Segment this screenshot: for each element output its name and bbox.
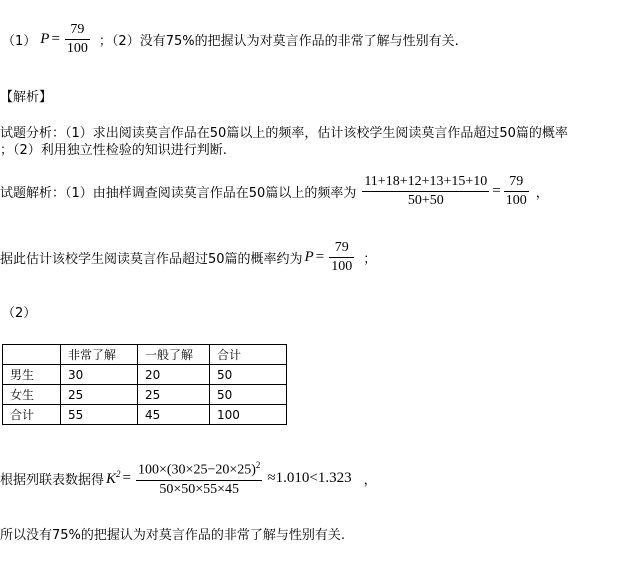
- k2-numerator: [136, 460, 262, 481]
- conclusion-line: 所以没有75%的把握认为对莫言作品的非常了解与性别有关.: [0, 528, 346, 543]
- frequency-result-fraction: [504, 174, 529, 209]
- k2-prefix: 根据列联表数据得: [0, 473, 105, 489]
- table-cell: 50: [210, 385, 287, 405]
- table-cell: 55: [61, 405, 138, 425]
- table-header-row: [3, 345, 287, 365]
- answer-p-variable: P: [40, 31, 50, 47]
- k2-approx: ≈1.010<1.323: [267, 470, 352, 487]
- estimate-prefix: 据此估计该校学生阅读莫言作品超过50篇的概率约为: [0, 252, 303, 267]
- frequency-numerator: 11+18+12+13+15+10: [362, 174, 489, 192]
- table-header-cell: 非常了解: [61, 345, 138, 365]
- frequency-fraction: [362, 174, 489, 209]
- k2-numerator-main: 100×(30×25−20×25): [138, 462, 256, 478]
- frequency-suffix: ，: [535, 186, 549, 201]
- table-cell: 50: [210, 365, 287, 385]
- table-row: [3, 365, 287, 385]
- k2-variable-letter: K: [106, 471, 117, 488]
- frequency-result-denominator: 100: [505, 193, 527, 208]
- k2-variable-exponent: 2: [116, 469, 121, 480]
- answer-equals: =: [51, 31, 60, 47]
- table-row: [3, 405, 287, 425]
- frequency-result-numerator: 79: [504, 174, 529, 192]
- table-row: [3, 385, 287, 405]
- k2-suffix: ，: [363, 473, 377, 489]
- answer-fraction-denominator: 100: [66, 41, 88, 56]
- table-cell: 25: [61, 385, 138, 405]
- k2-denominator: 50×50×55×45: [159, 481, 240, 497]
- k2-variable: [106, 469, 121, 488]
- solution-frequency-line: [0, 174, 549, 209]
- solution-prefix: 试题解析：（1）由抽样调查阅读莫言作品在50篇以上的频率为: [0, 186, 357, 201]
- table-cell: 25: [138, 385, 210, 405]
- estimate-fraction: [329, 240, 354, 275]
- estimate-numerator: 79: [329, 240, 354, 258]
- table-header-cell: [3, 345, 61, 365]
- estimate-equals: =: [315, 249, 325, 265]
- table-cell: 女生: [3, 385, 61, 405]
- analysis-line-2: ；（2）利用独立性检验的知识进行判断.: [0, 143, 227, 158]
- answer-part2: ；（2）没有75%的把握认为对莫言作品的非常了解与性别有关.: [98, 34, 459, 49]
- frequency-denominator: 50+50: [407, 193, 444, 208]
- k2-equals: =: [122, 470, 131, 487]
- k2-fraction: [136, 460, 262, 498]
- table-cell: 45: [138, 405, 210, 425]
- estimate-suffix: ；: [363, 252, 377, 267]
- part2-label: （2）: [2, 306, 37, 321]
- table-cell: 合计: [3, 405, 61, 425]
- table-cell: 100: [210, 405, 287, 425]
- answer-fraction-numerator: 79: [65, 22, 90, 40]
- k2-line: [0, 460, 377, 498]
- answer-line: [2, 22, 459, 57]
- k2-numerator-exponent: 2: [255, 460, 261, 470]
- table-cell: 男生: [3, 365, 61, 385]
- estimate-p-variable: P: [304, 249, 314, 265]
- estimate-denominator: 100: [331, 259, 353, 274]
- table-cell: 30: [61, 365, 138, 385]
- answer-part1-prefix: （1）: [2, 34, 37, 49]
- table-header-cell: 合计: [210, 345, 287, 365]
- table-cell: 20: [138, 365, 210, 385]
- estimate-line: [0, 240, 376, 275]
- analysis-line-1: 试题分析：（1）求出阅读莫言作品在50篇以上的频率，估计该校学生阅读莫言作品超过50篇的概率: [0, 126, 568, 141]
- frequency-equals: =: [492, 183, 501, 199]
- jiexi-heading: 【解析】: [0, 90, 53, 105]
- table-header-cell: 一般了解: [138, 345, 210, 365]
- answer-fraction: [65, 22, 90, 57]
- contingency-table: [2, 344, 287, 425]
